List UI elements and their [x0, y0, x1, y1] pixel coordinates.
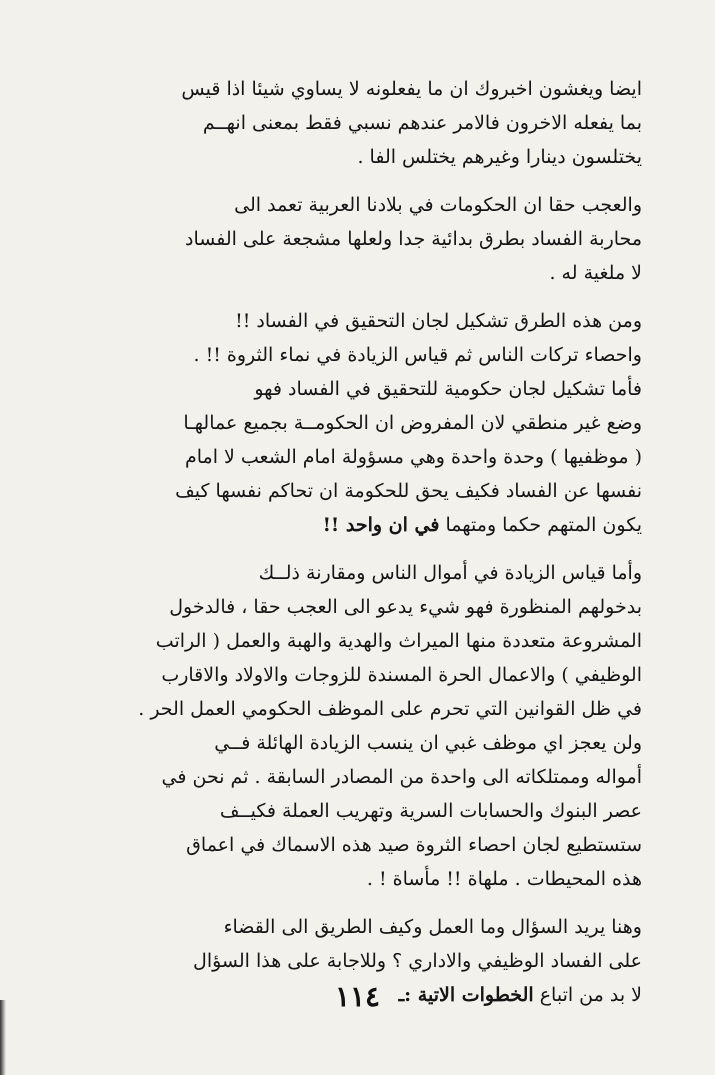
text-run: لا بد من اتباع [539, 984, 642, 1006]
paragraph-4 [72, 372, 642, 542]
text-line: بما يفعله الاخرون فالامر عندهم نسبي فقط بمعنى انهــم [202, 112, 642, 134]
text-line: يختلسون دينارا وغيرهم يختلس الفا . [357, 146, 642, 168]
text-line [72, 508, 642, 542]
text-line: ومن هذه الطرق تشكيل لجان التحقيق في الفساد !! [235, 310, 642, 332]
text-line: نفسها عن الفساد فكيف يحق للحكومة ان تحاكم نفسها كيف [175, 480, 642, 502]
text-line: وأما قياس الزيادة في أموال الناس ومقارنة ذلــك [258, 562, 642, 584]
text-line: لا ملغية له . [549, 262, 642, 284]
text-line: هذه المحيطات . ملهاة !! مأساة ! . [366, 868, 642, 890]
paragraph-2 [72, 188, 642, 290]
paragraph-3 [72, 304, 642, 372]
text-line: والعجب حقا ان الحكومات في بلادنا العربية تعمد الى [234, 194, 642, 216]
text-run: يكون المتهم حكما ومتهما [445, 514, 642, 536]
text-line: فأما تشكيل لجان حكومية للتحقيق في الفساد فهو [254, 378, 642, 400]
text-line: في ظل القوانين التي تحرم على الموظف الحكومي العمل الحر . [138, 698, 642, 720]
text-line: على الفساد الوظيفي والاداري ؟ وللاجابة على هذا السؤال [193, 950, 642, 972]
text-line: وضع غير منطقي لان المفروض ان الحكومــة بجميع عمالهـا [183, 412, 642, 434]
text-line: ايضا ويغشون اخبروك ان ما يفعلونه لا يساوي شيئا اذا قيس [181, 78, 642, 100]
text-line: وهنا يريد السؤال وما العمل وكيف الطريق الى القضاء [223, 916, 642, 938]
text-line: المشروعة متعددة منها الميراث والهدية والهبة والعمل ( الراتب [155, 630, 642, 652]
text-line: ولن يعجز اي موظف غبي ان ينسب الزيادة الهائلة فــي [214, 732, 642, 754]
binding-edge-shadow [0, 1000, 6, 1075]
page-body [72, 72, 642, 1026]
bold-text-run: الخطوات الاتية :ـ [398, 984, 534, 1006]
text-line: محاربة الفساد بطرق بدائية جدا ولعلها مشجعة على الفساد [185, 228, 642, 250]
text-line: أمواله وممتلكاته الى واحدة من المصادر السابقة . ثم نحن في [161, 766, 642, 788]
page-number: ١١٤ [334, 980, 381, 1013]
text-line: عصر البنوك والحسابات السرية وتهريب العملة فكيــف [219, 800, 642, 822]
paragraph-5 [72, 556, 642, 726]
bold-text-run: في ان واحد !! [322, 514, 440, 536]
text-line: واحصاء تركات الناس ثم قياس الزيادة في نماء الثروة !! . [193, 344, 642, 366]
paragraph-1 [72, 72, 642, 174]
text-line: ستستطيع لجان احصاء الثروة صيد هذه الاسماك في اعماق [186, 834, 642, 856]
paragraph-6 [72, 726, 642, 896]
text-line: ( موظفيها ) وحدة واحدة وهي مسؤولة امام الشعب لا امام [184, 446, 642, 468]
text-line: الوظيفي ) والاعمال الحرة المسندة للزوجات والاولاد والاقارب [161, 664, 642, 686]
text-line: بدخولهم المنظورة فهو شيء يدعو الى العجب حقا ، فالدخول [169, 596, 642, 618]
